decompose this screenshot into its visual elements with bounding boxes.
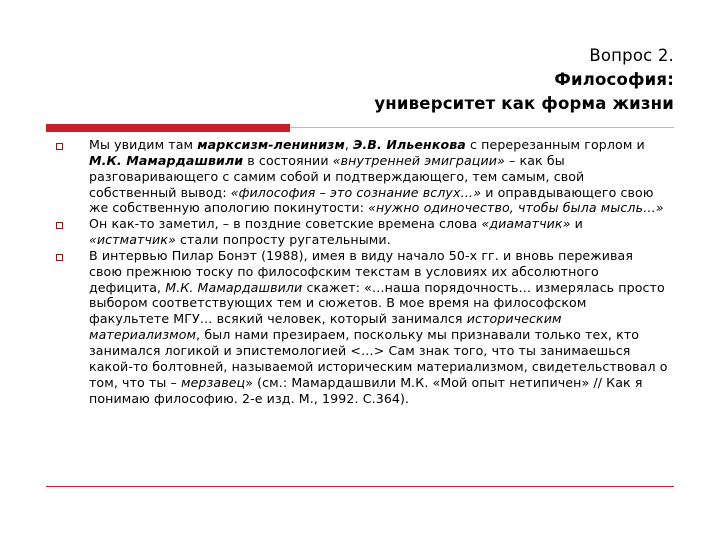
text-run: и — [570, 216, 583, 232]
text-run: «истматчик» — [89, 232, 176, 248]
list-item — [56, 248, 670, 406]
title-accent-bar — [46, 124, 290, 132]
square-bullet-icon — [56, 222, 63, 229]
text-run: В интервью Пилар Бонэт (1988), имея в виду начало 50-х гг. и вновь переживая свою прежнюю тоску по философским текстам в условиях их абсолютного дефицита, — [89, 247, 634, 295]
text-run: » (см.: Мамардашвили М.К. «Мой опыт нетипичен» // Как я понимаю философию. 2-е изд. М., 1992. С.364). — [89, 374, 643, 406]
text-run: М.К. Мамардашвили — [165, 279, 303, 295]
title-line-university: университет как форма жизни — [374, 94, 674, 113]
square-bullet-icon — [56, 143, 63, 150]
title-line-question: Вопрос 2. — [589, 46, 674, 65]
text-run: «философия – это сознание вслух…» — [230, 184, 482, 200]
list-item-text — [89, 248, 670, 406]
text-run: М.К. Мамардашвили — [89, 152, 244, 168]
slide-title — [374, 44, 674, 116]
list-item-text — [89, 137, 670, 216]
text-run: марксизм-ленинизм — [197, 137, 345, 152]
list-item-text — [89, 216, 670, 248]
title-line-philosophy: Философия: — [554, 70, 674, 89]
text-run: «диаматчик» — [481, 216, 571, 232]
text-run: мерзавец — [181, 374, 246, 390]
text-run: «нужно одиночество, чтобы была мысль…» — [368, 200, 664, 216]
list-item — [56, 216, 670, 248]
text-run: с перерезанным горлом и — [465, 137, 645, 152]
text-run: «внутренней эмиграции» — [332, 152, 505, 168]
text-run: Э.В. Ильенкова — [353, 137, 466, 152]
footer-divider-line — [46, 486, 674, 487]
text-run: и оправдывающего свою же собственную апологию покинутости: — [89, 184, 654, 216]
list-item — [56, 137, 670, 216]
text-run: , — [344, 137, 354, 152]
square-bullet-icon — [56, 254, 63, 261]
text-run: – как бы разговаривающего с самим собой и подтверждающего, тем самым, свой собственный вывод: — [89, 152, 585, 200]
title-divider-line — [290, 127, 674, 128]
text-run: в состоянии — [243, 152, 333, 168]
text-run: Мы увидим там — [89, 137, 198, 152]
bullet-list — [56, 137, 670, 406]
text-run: стали попросту ругательными. — [175, 232, 391, 248]
text-run: историческим материализмом — [89, 311, 562, 343]
text-run: , был нами презираем, поскольку мы признавали только тех, кто занимался логикой и эпистемологией <…> Сам знак того, что ты занимаешься какой-то болтовней, называемой историческим материализмом, свидетельствовал о том, что ты – — [89, 327, 668, 390]
text-run: скажет: «…наша порядочность… измерялась просто выбором соответствующих тем и сюжетов. В мое время на философском факультете МГУ… всякий человек, который занимался — [89, 279, 665, 327]
text-run: Он как-то заметил, – в поздние советские времена слова — [89, 216, 482, 232]
